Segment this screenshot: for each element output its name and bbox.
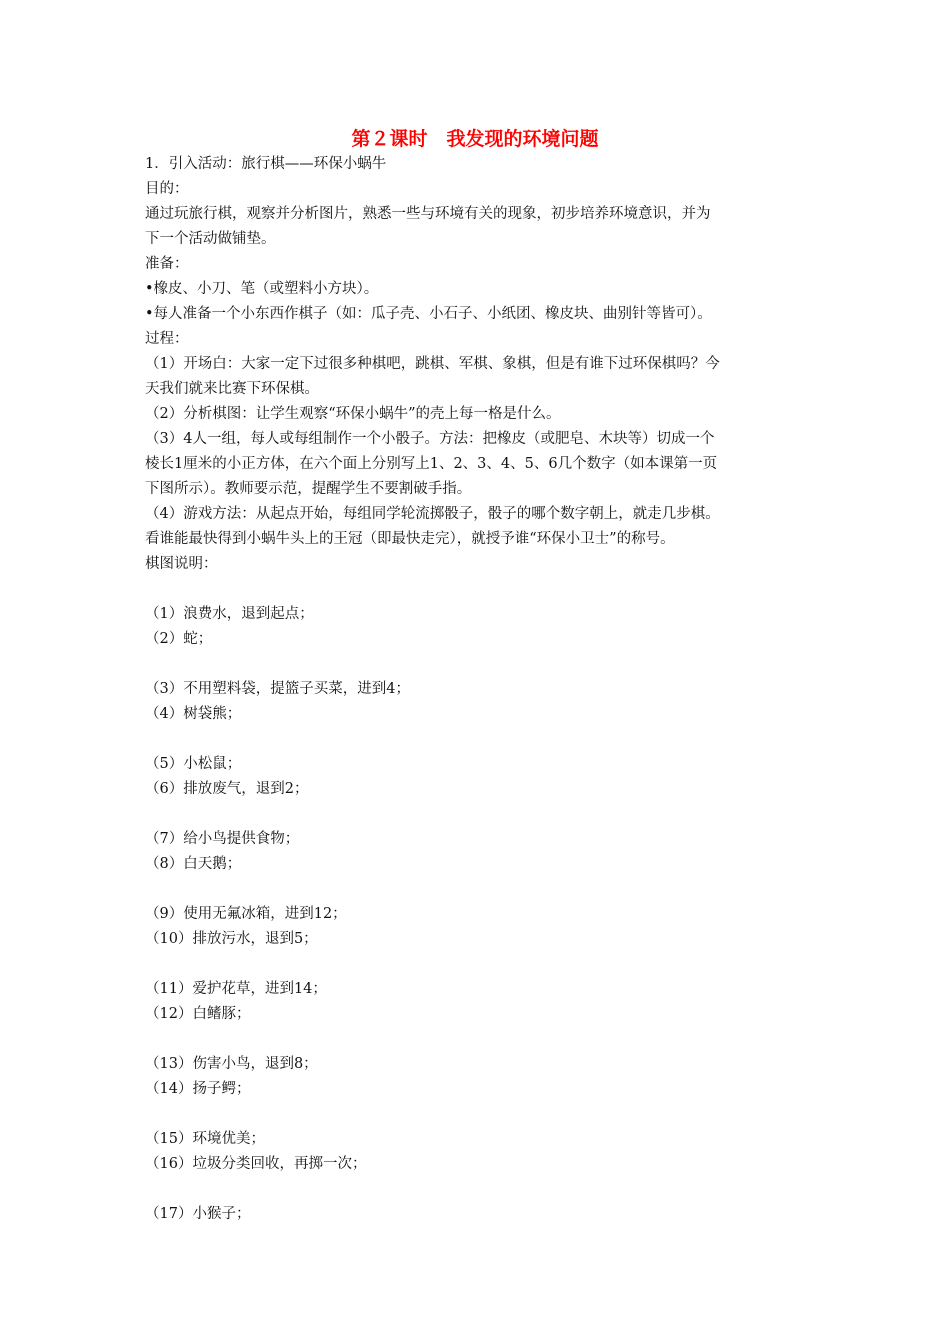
board-item: （1）浪费水，退到起点； [145,606,314,622]
board-item: （17）小猴子； [145,1206,251,1222]
board-item: （3）不用塑料袋，提篮子买菜，进到4； [145,681,410,697]
purpose-text-line: 下一个活动做铺垫。 [145,231,276,247]
process-text-line: 棱长1厘米的小正方体，在六个面上分别写上1、2、3、4、5、6几个数字（如本课第一页 [145,456,718,472]
preparation-item: •橡皮、小刀、笔（或塑料小方块）。 [145,281,379,297]
board-item: （15）环境优美； [145,1131,265,1147]
board-item: （13）伤害小鸟，退到8； [145,1056,318,1072]
board-item: （8）白天鹅； [145,856,242,872]
process-text-line: （2）分析棋图：让学生观察“环保小蜗牛”的壳上每一格是什么。 [145,406,561,422]
spacer [145,1177,815,1202]
document-body [145,152,815,1227]
board-item: （7）给小鸟提供食物； [145,831,300,847]
label-purpose: 目的： [145,181,189,197]
process-text-line: 下图所示）。教师要示范，提醒学生不要割破手指。 [145,481,472,497]
spacer [145,802,815,827]
board-item: （6）排放废气，退到2； [145,781,309,797]
process-text-line: 看谁能最快得到小蜗牛头上的王冠（即最快走完），就授予谁“环保小卫士”的称号。 [145,531,675,547]
section-heading: 1．引入活动：旅行棋——环保小蜗牛 [145,156,387,172]
label-preparation: 准备： [145,256,189,272]
board-item: （12）白鳍豚； [145,1006,251,1022]
spacer [145,652,815,677]
process-text-line: 天我们就来比赛下环保棋。 [145,381,319,397]
spacer [145,877,815,902]
process-text-line: （3）4人一组，每人或每组制作一个小骰子。方法：把橡皮（或肥皂、木块等）切成一个 [145,431,715,447]
label-board-description: 棋图说明： [145,556,218,572]
spacer [145,1102,815,1127]
board-item: （16）垃圾分类回收，再掷一次； [145,1156,367,1172]
spacer [145,727,815,752]
spacer [145,577,815,602]
preparation-item: •每人准备一个小东西作棋子（如：瓜子壳、小石子、小纸团、橡皮块、曲别针等皆可）。 [145,306,712,322]
board-item: （5）小松鼠； [145,756,242,772]
board-item: （2）蛇； [145,631,213,647]
board-item: （4）树袋熊； [145,706,242,722]
board-item: （10）排放污水，退到5； [145,931,318,947]
spacer [145,952,815,977]
purpose-text-line: 通过玩旅行棋，观察并分析图片，熟悉一些与环境有关的现象，初步培养环境意识，并为 [145,206,711,222]
page-title: 第２课时 我发现的环境问题 [351,128,599,150]
process-text-line: （1）开场白：大家一定下过很多种棋吧，跳棋、军棋、象棋，但是有谁下过环保棋吗？今 [145,356,720,372]
process-text-line: （4）游戏方法：从起点开始，每组同学轮流掷骰子，骰子的哪个数字朝上，就走几步棋。 [145,506,720,522]
board-item: （14）扬子鳄； [145,1081,251,1097]
board-item: （9）使用无氟冰箱，进到12； [145,906,347,922]
label-process: 过程： [145,331,189,347]
spacer [145,1027,815,1052]
board-item: （11）爱护花草，进到14； [145,981,327,997]
